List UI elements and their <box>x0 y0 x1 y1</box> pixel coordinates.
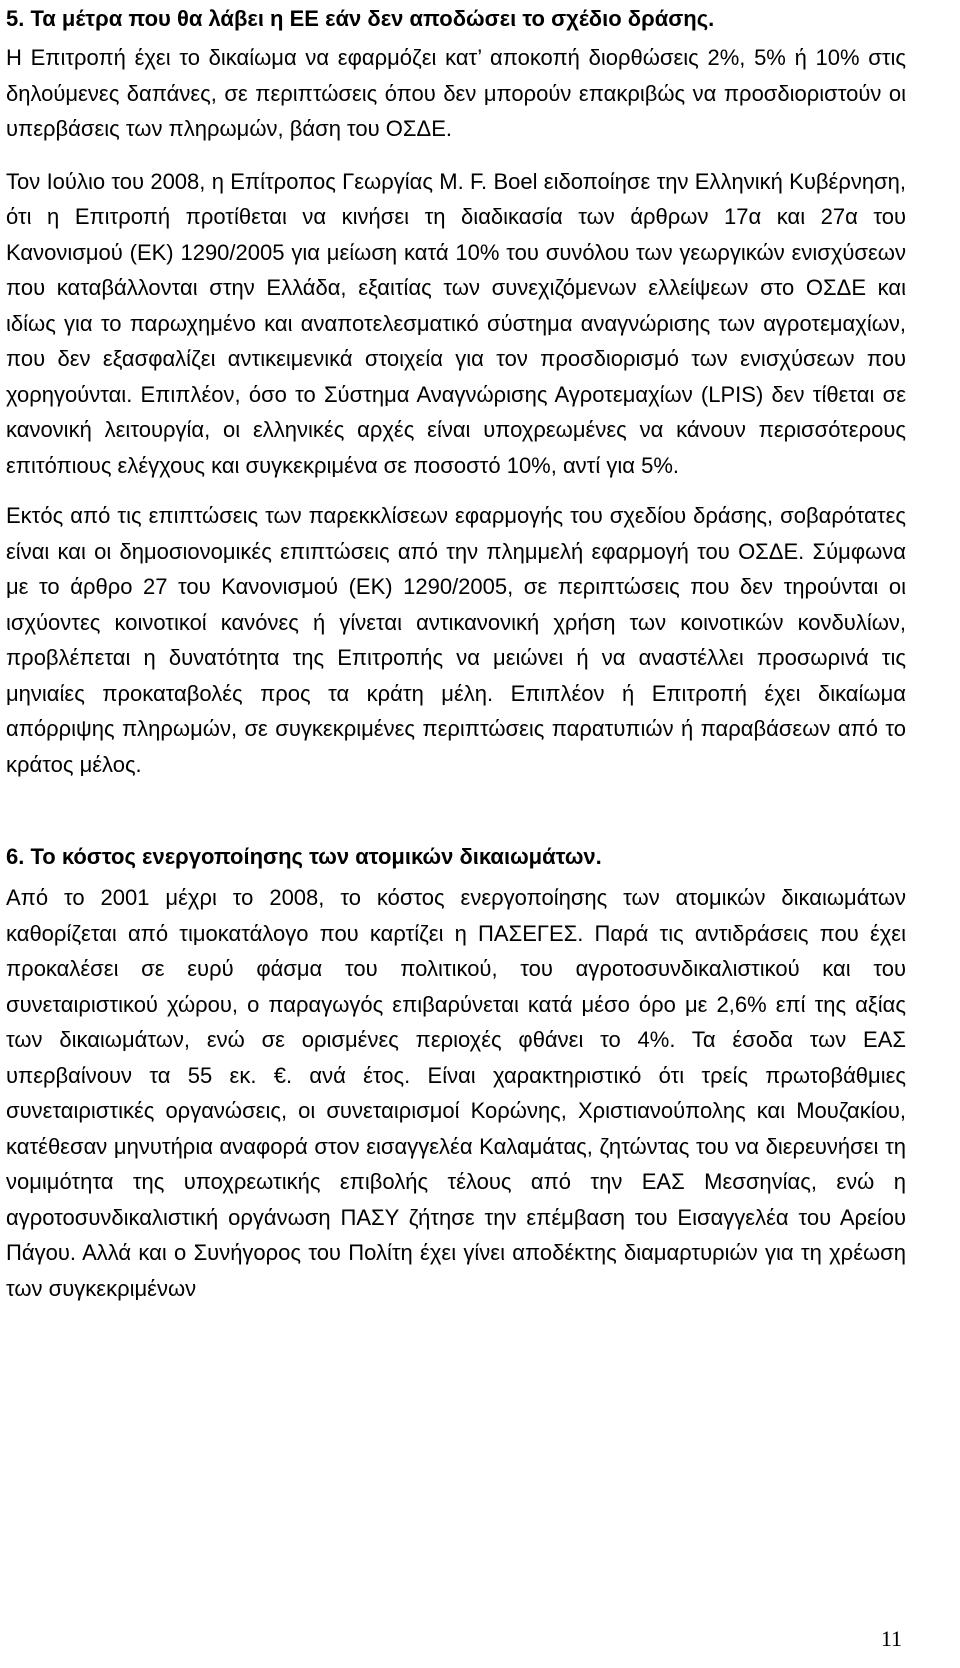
section-6-paragraph-1: Από το 2001 μέχρι το 2008, το κόστος ενεργοποίησης των ατομικών δικαιωμάτων καθορίζεται από τιμοκατάλογο που καρτίζει η ΠΑΣΕΓΕΣ. Παρά τις αντιδράσεις που έχει προκαλέσει σε ευρύ φάσμα του πολιτικού, του αγροτοσυνδικαλιστικού και του συνεταιριστικού χώρου, ο παραγωγός επιβαρύνεται κατά μέσο όρο με 2,6% επί της αξίας των δικαιωμάτων, ενώ σε ορισμένες περιοχές φθάνει το 4%. Τα έσοδα των ΕΑΣ υπερβαίνουν τα 55 εκ. €. ανά έτος. Είναι χαρακτηριστικό ότι τρείς πρωτοβάθμιες συνεταιριστικές οργανώσεις, οι συνεταιρισμοί Κορώνης, Χριστιανούπολης και Μουζακίου, κατέθεσαν μηνυτήρια αναφορά στον εισαγγελέα Καλαμάτας, ζητώντας του να διερευνήσει τη νομιμότητα της υποχρεωτικής επιβολής τέλους από την ΕΑΣ Μεσσηνίας, ενώ η αγροτοσυνδικαλιστική οργάνωση ΠΑΣΥ ζήτησε την επέμβαση του Εισαγγελέα του Αρείου Πάγου. Αλλά και ο Συνήγορος του Πολίτη έχει γίνει αποδέκτης διαμαρτυριών για τη χρέωση των συγκεκριμένων <box>6 885 906 1301</box>
section-5-paragraph-2: Τον Ιούλιο του 2008, η Επίτροπος Γεωργίας Μ. F. Boel ειδοποίησε την Ελληνική Κυβέρνηση, ότι η Επιτροπή προτίθεται να κινήσει τη διαδικασία των άρθρων 17α και 27α του Κανονισμού (ΕΚ) 1290/2005 για μείωση κατά 10% του συνόλου των γεωργικών ενισχύσεων που καταβάλλονται στην Ελλάδα, εξαιτίας των συνεχιζόμενων ελλείψεων στο ΟΣΔΕ και ιδίως για το παρωχημένο και αναποτελεσματικό σύστημα αναγνώρισης των αγροτεμαχίων, που δεν εξασφαλίζει αντικειμενικά στοιχεία για τον προσδιορισμό των ενισχύσεων που χορηγούνται. Επιπλέον, όσο το Σύστημα Αναγνώρισης Αγροτεμαχίων (LPIS) δεν τίθεται σε κανονική λειτουργία, οι ελληνικές αρχές είναι υποχρεωμένες να κάνουν περισσότερους επιτόπιους ελέγχους και συγκεκριμένα σε ποσοστό 10%, αντί για 5%. <box>6 168 906 478</box>
section-6-heading: 6. Το κόστος ενεργοποίησης των ατομικών δικαιωμάτων. <box>6 844 602 869</box>
page-number: 11 <box>880 1626 902 1651</box>
section-5-paragraph-3: Εκτός από τις επιπτώσεις των παρεκκλίσεων εφαρμογής του σχεδίου δράσης, σοβαρότατες είναι και οι δημοσιονομικές επιπτώσεις από την πλημμελή εφαρμογή του ΟΣΔΕ. Σύμφωνα με το άρθρο 27 του Κανονισμού (ΕΚ) 1290/2005, σε περιπτώσεις που δεν τηρούνται οι ισχύοντες κοινοτικοί κανόνες ή γίνεται αντικανονική χρήση των κοινοτικών κονδυλίων, προβλέπεται η δυνατότητα της Επιτροπής να μειώνει ή να αναστέλλει προσωρινά τις μηνιαίες προκαταβολές προς τα κράτη μέλη. Επιπλέον ή Επιτροπή έχει δικαίωμα απόρριψης πληρωμών, σε συγκεκριμένες περιπτώσεις παρατυπιών ή παραβάσεων από το κράτος μέλος. <box>6 503 906 777</box>
section-5-heading: 5. Τα μέτρα που θα λάβει η ΕΕ εάν δεν αποδώσει το σχέδιο δράσης. <box>6 6 715 31</box>
section-5-paragraph-1: Η Επιτροπή έχει το δικαίωμα να εφαρμόζει κατ’ αποκοπή διορθώσεις 2%, 5% ή 10% στις δηλούμενες δαπάνες, σε περιπτώσεις όπου δεν μπορούν επακριβώς να προσδιοριστούν οι υπερβάσεις των πληρωμών, βάση του ΟΣΔΕ. <box>6 45 906 141</box>
document-page <box>6 0 906 1306</box>
